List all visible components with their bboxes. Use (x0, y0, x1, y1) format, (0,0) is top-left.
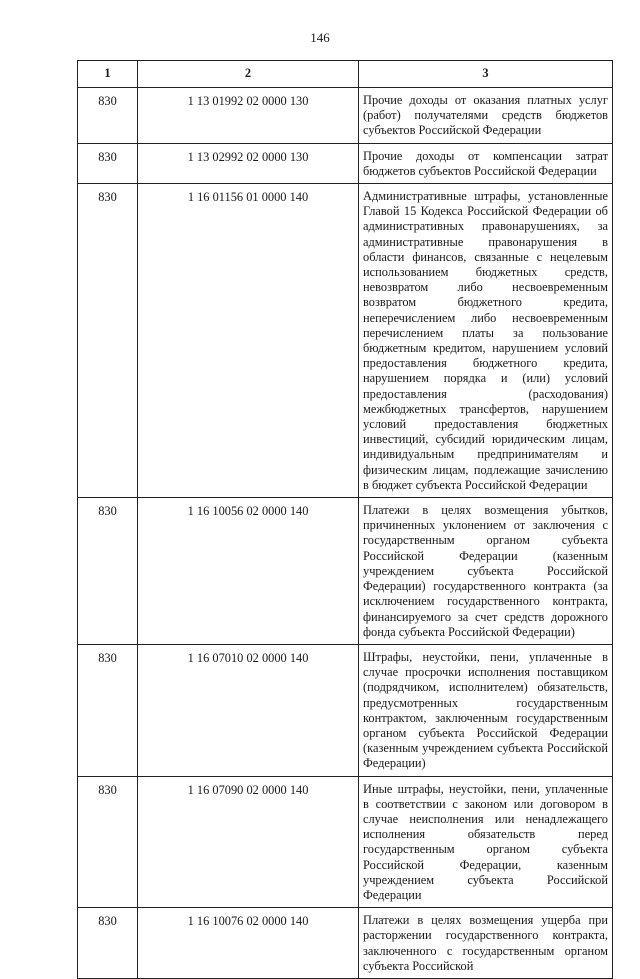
admin-code-cell: 830 (78, 88, 138, 144)
admin-code-cell: 830 (78, 908, 138, 979)
column-header-1: 1 (78, 61, 138, 88)
budget-code-cell: 1 16 10076 02 0000 140 (138, 908, 359, 979)
description-cell: Платежи в целях возмещения ущерба при расторжении государственного контракта, заключенного с государственным органом субъекта Российской (359, 908, 613, 979)
budget-code-cell: 1 16 07010 02 0000 140 (138, 644, 359, 776)
description-cell: Административные штрафы, установленные Главой 15 Кодекса Российской Федерации об административных правонарушениях, за административные правонарушения в области финансов, связанные с нецелевым использованием бюджетных средств, невозвратом либо несвоевременным возвратом бюджетного кредита, неперечислением либо несвоевременным перечислением платы за пользование бюджетным кредитом, нарушением условий предоставления бюджетного кредита, нарушением порядка и (или) условий предоставления (расходования) межбюджетных трансфертов, нарушением условий предоставления бюджетных инвестиций, субсидий юридическим лицам, индивидуальным предпринимателям и физическим лицам, подлежащие зачислению в бюджет субъекта Российской Федерации (359, 184, 613, 498)
admin-code-cell: 830 (78, 776, 138, 908)
budget-code-cell: 1 16 07090 02 0000 140 (138, 776, 359, 908)
description-cell: Прочие доходы от оказания платных услуг (работ) получателями средств бюджетов субъектов Российской Федерации (359, 88, 613, 144)
column-header-3: 3 (359, 61, 613, 88)
budget-revenue-table (77, 60, 613, 979)
description-cell: Иные штрафы, неустойки, пени, уплаченные в соответствии с законом или договором в случае неисполнения или ненадлежащего исполнения обязательств перед государственным органом субъекта Российской Федерации, казенным учреждением субъекта Российской Федерации (359, 776, 613, 908)
description-cell: Штрафы, неустойки, пени, уплаченные в случае просрочки исполнения поставщиком (подрядчиком, исполнителем) обязательств, предусмотренных государственным контрактом, заключенным государственным органом субъекта Российской Федерации (казенным учреждением субъекта Российской Федерации) (359, 644, 613, 776)
table-row (78, 776, 613, 908)
budget-code-cell: 1 16 10056 02 0000 140 (138, 498, 359, 645)
description-cell: Прочие доходы от компенсации затрат бюджетов субъектов Российской Федерации (359, 143, 613, 183)
budget-code-cell: 1 13 02992 02 0000 130 (138, 143, 359, 183)
description-cell: Платежи в целях возмещения убытков, причиненных уклонением от заключения с государственным органом субъекта Российской Федерации (казенным учреждением субъекта Российской Федерации) государственного контракта (за исключением государственного контракта, финансируемого за счет средств дорожного фонда субъекта Российской Федерации) (359, 498, 613, 645)
admin-code-cell: 830 (78, 498, 138, 645)
admin-code-cell: 830 (78, 184, 138, 498)
budget-code-cell: 1 13 01992 02 0000 130 (138, 88, 359, 144)
admin-code-cell: 830 (78, 644, 138, 776)
table-row (78, 88, 613, 144)
table-row (78, 143, 613, 183)
page-number: 146 (310, 30, 330, 45)
column-header-2: 2 (138, 61, 359, 88)
table-header-row (78, 61, 613, 88)
table-row (78, 498, 613, 645)
table-row (78, 644, 613, 776)
table-row (78, 184, 613, 498)
budget-code-cell: 1 16 01156 01 0000 140 (138, 184, 359, 498)
admin-code-cell: 830 (78, 143, 138, 183)
table-row (78, 908, 613, 979)
